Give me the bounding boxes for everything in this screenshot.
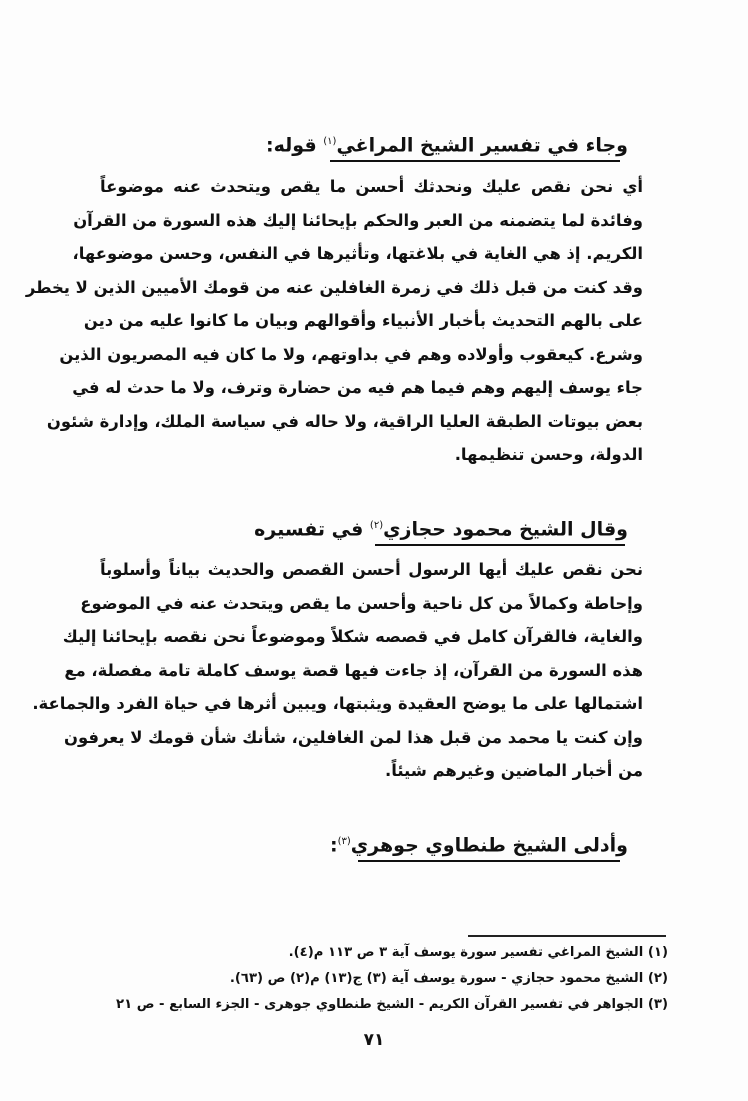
text-line: على بالهم التحديث بأخبار الأنبياء وأقوالهم وبيان ما كانوا عليه من دين xyxy=(83,311,643,330)
page-number: ٧١ xyxy=(363,1030,385,1050)
heading-main: وقال الشيخ محمود حجازي xyxy=(383,518,628,541)
paragraph-maraghi xyxy=(25,170,643,472)
text-line: اشتمالها على ما يوضح العقيدة ويثبتها، ويبين أثرها في حياة الفرد والجماعة. xyxy=(32,694,643,713)
text-line: الدولة، وحسن تنظيمها. xyxy=(454,445,643,464)
section-heading-hijazi xyxy=(254,512,628,543)
heading-text xyxy=(266,128,628,159)
footnote-ref-2: (٢) xyxy=(369,520,384,531)
heading-tail: : xyxy=(329,834,338,857)
text-line: بعض بيوتات الطبقة العليا الراقية، ولا حاله في سياسة الملك، وإدارة شئون xyxy=(46,411,643,431)
text-line: وإن كنت يا محمد من قبل هذا لمن الغافلين، شأنك شأن قومك لا يعرفون xyxy=(63,727,643,747)
heading-main: وجاء في تفسير الشيخ المراغي xyxy=(336,134,628,157)
text-line: الكريم. إذ هي الغاية في بلاغتها، وتأثيرها في النفس، وحسن موضوعها، xyxy=(72,244,643,263)
footnote-ref-1: (١) xyxy=(323,136,337,147)
text-line: وفائدة لما يتضمنه من العبر والحكم بإيحائنا إليك هذه السورة من القرآن xyxy=(73,210,643,230)
heading-text xyxy=(330,828,628,859)
heading-tail: قوله: xyxy=(266,134,324,157)
text-line: جاء يوسف إليهم وهم فيما هم فيه من حضارة وترف، ولا ما حدث له في xyxy=(72,378,643,397)
text-line: نحن نقص عليك أيها الرسول أحسن القصص والحديث بياناً وأسلوباً xyxy=(100,560,643,579)
section-heading-maraghi xyxy=(266,128,628,159)
text-line: وإحاطة وكمالاً من كل ناحية وأحسن ما يقص ويتحدث عنه في الموضوع xyxy=(80,593,643,613)
text-line: من أخبار الماضين وغيرهم شيئاً. xyxy=(384,761,643,780)
heading-tail: في تفسيره xyxy=(254,518,370,541)
heading-underline xyxy=(330,160,620,162)
text-line: وقد كنت من قبل ذلك في زمرة الغافلين عنه من قومك الأميين الذين لا يخطر xyxy=(25,277,643,297)
paragraph-hijazi xyxy=(32,553,643,788)
footnote-ref-3: (٣) xyxy=(337,836,351,847)
heading-text xyxy=(254,512,628,543)
text-line: والغاية، فالقرآن كامل في قصصه شكلاً وموضوعاً نحن نقصه بإيحائنا إليك xyxy=(62,627,643,646)
footnotes xyxy=(110,940,668,1018)
text-line: هذه السورة من القرآن، إذ جاءت فيها قصة يوسف كاملة تامة مفصلة، مع xyxy=(64,660,643,680)
section-heading-tantawi xyxy=(330,828,628,859)
text-line: أي نحن نقص عليك ونحدثك أحسن ما يقص ويتحدث عنه موضوعاً xyxy=(100,177,643,196)
heading-main: وأدلى الشيخ طنطاوي جوهري xyxy=(350,834,628,857)
footnote-1: (١) الشيخ المراغي تفسير سورة يوسف آية ٣ ص ١١٣ م(٤). xyxy=(288,945,668,960)
footnote-3: (٣) الجواهر في تفسير القرآن الكريم - الشيخ طنطاوي جوهرى - الجزء السابع - ص ٢١ xyxy=(116,997,668,1012)
footnote-2: (٢) الشيخ محمود حجازي - سورة يوسف آية (٣) ج(١٣) م(٢) ص (٦٣). xyxy=(229,971,668,986)
heading-underline xyxy=(358,860,620,862)
text-line: وشرع. كيعقوب وأولاده وهم في بداوتهم، ولا ما كان فيه المصريون الذين xyxy=(59,344,643,364)
heading-underline xyxy=(375,544,625,546)
footnote-separator xyxy=(468,935,666,937)
